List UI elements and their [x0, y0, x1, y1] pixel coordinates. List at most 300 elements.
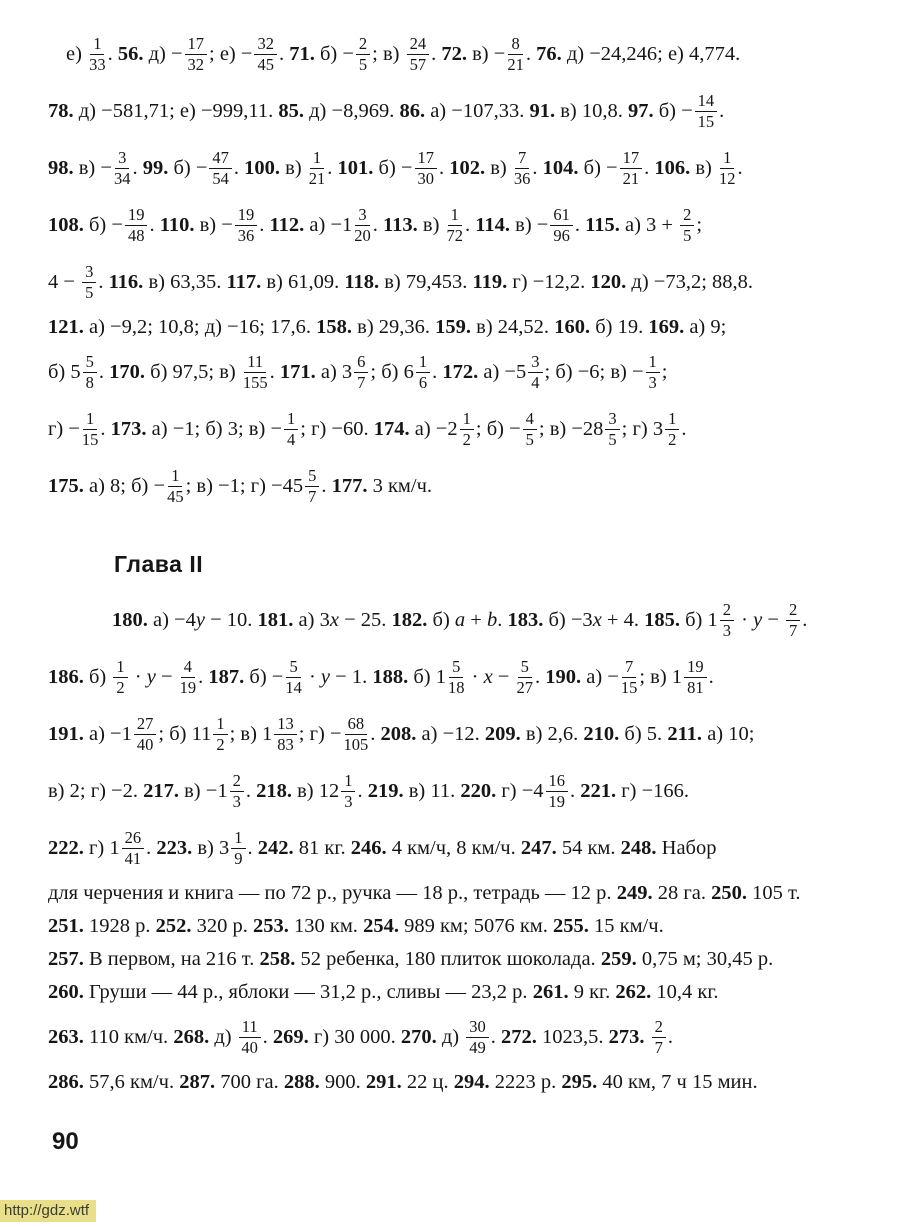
fraction: $\frac{1}{4}$ — [284, 410, 298, 449]
answer-text: ; в) — [372, 43, 405, 65]
answer-text: y — [320, 666, 331, 688]
answer-text: . — [278, 43, 290, 65]
fraction: $\frac{5}{27}$ — [516, 657, 533, 697]
fraction: $\frac{1}{3}$ — [341, 772, 355, 811]
problem-number: 208. — [380, 723, 417, 745]
answer-text: . — [107, 43, 118, 65]
fraction: $\frac{13}{83}$ — [274, 715, 297, 754]
answer-text: ; г) −60. — [300, 418, 374, 440]
answer-text: б) − — [653, 100, 693, 122]
fraction: $\frac{1}{12}$ — [718, 148, 736, 188]
problem-number: 263. — [48, 1026, 84, 1048]
problem-number: 250. — [711, 882, 747, 904]
answer-text: . — [262, 1026, 273, 1048]
fraction: $\frac{30}{49}$ — [466, 1018, 489, 1057]
answer-text: в) — [417, 214, 445, 236]
answer-line — [48, 877, 886, 910]
answer-line — [48, 197, 886, 254]
answer-text: б) − — [168, 157, 208, 179]
answer-text: для черчения и книга — по 72 р., ручка — 18 р., тетрадь — 12 р. — [48, 882, 617, 904]
answer-lines — [48, 26, 886, 515]
answer-text: 22 ц. — [401, 1071, 454, 1093]
problem-number: 171. — [279, 361, 316, 383]
page-number: 90 — [52, 1128, 79, 1155]
fraction: $\frac{4}{19}$ — [179, 657, 197, 697]
answer-text: . — [100, 418, 111, 440]
answer-text: д) — [209, 1026, 237, 1048]
fraction: $\frac{6}{7}$ — [354, 353, 368, 392]
problem-number: 248. — [620, 837, 657, 859]
fraction: $\frac{11}{40}$ — [239, 1018, 261, 1057]
fraction: $\frac{14}{15}$ — [695, 92, 718, 131]
problem-number: 159. — [435, 316, 472, 338]
answer-text: . — [269, 361, 280, 383]
answer-text: . — [667, 1026, 673, 1048]
fraction: $\frac{5}{14}$ — [285, 657, 302, 697]
answer-text: 15 км/ч. — [588, 915, 664, 937]
problem-number: 185. — [644, 609, 680, 631]
answer-text: 2223 р. — [489, 1071, 562, 1093]
fraction: $\frac{32}{45}$ — [254, 35, 277, 74]
answer-text: б) 5 — [48, 361, 81, 383]
fraction: $\frac{7}{15}$ — [620, 657, 638, 697]
problem-number: 180. — [112, 609, 148, 631]
answer-text: а) 8; б) − — [83, 475, 166, 497]
answer-text: ; в) 1 — [639, 666, 683, 688]
answer-text: 1928 р. — [83, 915, 156, 937]
answer-text: в) 12 — [291, 780, 340, 802]
fraction: $\frac{1}{2}$ — [113, 658, 127, 697]
answer-text: в) 3 — [192, 837, 230, 859]
problem-number: 112. — [269, 214, 305, 236]
answer-text: б) 5. — [619, 723, 668, 745]
answer-text: − — [762, 609, 784, 631]
fraction: $\frac{5}{7}$ — [305, 467, 319, 506]
answer-line — [48, 140, 886, 197]
fraction: $\frac{1}{6}$ — [416, 353, 430, 392]
fraction: $\frac{7}{36}$ — [513, 148, 531, 188]
answer-text: б) − — [578, 157, 618, 179]
answer-text: д) — [436, 1026, 465, 1048]
problem-number: 99. — [142, 157, 169, 179]
answer-text: д) −73,2; 88,8. — [626, 271, 754, 293]
answer-text: 9 кг. — [568, 981, 616, 1003]
problem-number: 115. — [585, 214, 620, 236]
answer-text: x — [329, 609, 339, 631]
answer-text: ; е) − — [209, 43, 253, 65]
answer-text: б) 19. — [590, 316, 649, 338]
problem-number: 110. — [159, 214, 195, 236]
problem-number: 242. — [257, 837, 294, 859]
fraction: $\frac{5}{18}$ — [447, 657, 465, 697]
answer-text: г) − — [48, 418, 80, 440]
problem-number: 100. — [244, 157, 281, 179]
answer-text: y — [195, 609, 205, 631]
problem-number: 106. — [654, 157, 691, 179]
answer-text: ; в) −1; г) −45 — [185, 475, 304, 497]
answer-text: г) −12,2. — [507, 271, 591, 293]
answer-text: . — [198, 666, 209, 688]
fraction: $\frac{2}{5}$ — [356, 35, 370, 74]
answer-line — [48, 592, 886, 649]
problem-number: 247. — [520, 837, 557, 859]
answer-text: . — [574, 214, 586, 236]
answer-line — [48, 763, 886, 820]
answer-text: · — [129, 666, 147, 688]
answer-text: а) −4 — [147, 609, 196, 631]
answer-text: + — [465, 609, 487, 631]
answer-text: . — [534, 666, 546, 688]
answer-text: в) — [280, 157, 307, 179]
answer-line — [48, 1066, 886, 1099]
problem-number: 252. — [155, 915, 192, 937]
answer-text: ; б) 6 — [370, 361, 414, 383]
answer-text: В первом, на 216 т. — [83, 948, 260, 970]
fraction: $\frac{1}{3}$ — [646, 353, 660, 392]
answer-text: г) 30 000. — [308, 1026, 401, 1048]
answer-text: . — [149, 214, 160, 236]
fraction: $\frac{2}{3}$ — [720, 601, 734, 640]
answer-text: а) −1 — [83, 723, 132, 745]
answer-text: а) −12. — [416, 723, 485, 745]
fraction: $\frac{17}{21}$ — [620, 149, 643, 188]
answer-text: ; б) −6; в) − — [544, 361, 644, 383]
answer-text: 3 км/ч. — [367, 475, 433, 497]
answer-text: . — [245, 780, 257, 802]
answer-text: . — [439, 157, 450, 179]
answer-text: ; г) 3 — [621, 418, 664, 440]
fraction: $\frac{1}{45}$ — [167, 466, 184, 506]
answer-text: x — [592, 609, 602, 631]
fraction: $\frac{1}{72}$ — [446, 205, 464, 245]
answer-text: y — [146, 666, 156, 688]
answer-text: б) 97,5; в) — [145, 361, 241, 383]
answer-text: д) −581,71; е) −999,11. — [73, 100, 279, 122]
answer-text: в) − — [466, 43, 506, 65]
fraction: $\frac{68}{105}$ — [343, 714, 369, 754]
problem-number: 260. — [48, 981, 84, 1003]
answer-text: + 4. — [601, 609, 645, 631]
fraction: $\frac{19}{36}$ — [235, 206, 258, 245]
fraction: $\frac{5}{8}$ — [83, 353, 97, 392]
answer-text: 10,4 кг. — [651, 981, 719, 1003]
answer-text: . — [431, 43, 442, 65]
answer-text: г) −4 — [496, 780, 544, 802]
problem-number: 113. — [383, 214, 418, 236]
answer-text: − — [155, 666, 178, 688]
problem-number: 182. — [391, 609, 428, 631]
problem-number: 255. — [553, 915, 589, 937]
problem-number: 85. — [278, 100, 304, 122]
problem-number: 221. — [580, 780, 617, 802]
problem-number: 257. — [48, 948, 84, 970]
answer-text: y — [753, 609, 763, 631]
answer-text: · — [303, 666, 321, 688]
answer-text: 54 км. — [556, 837, 621, 859]
answer-text: в) 10,8. — [555, 100, 628, 122]
answer-text: а) −1 — [304, 214, 353, 236]
problem-number: 101. — [337, 157, 374, 179]
answer-text: 1023,5. — [536, 1026, 609, 1048]
fraction: $\frac{3}{20}$ — [354, 205, 371, 245]
answer-text: 320 р. — [191, 915, 253, 937]
problem-number: 270. — [400, 1026, 437, 1048]
problem-number: 268. — [173, 1026, 210, 1048]
problem-number: 211. — [667, 723, 703, 745]
answer-text: д) −24,246; е) 4,774. — [561, 43, 741, 65]
problem-number: 173. — [110, 418, 147, 440]
problem-number: 186. — [48, 666, 84, 688]
answer-text: в) 61,09. — [261, 271, 345, 293]
problem-number: 272. — [500, 1026, 537, 1048]
problem-number: 98. — [48, 157, 74, 179]
answer-text: . — [490, 1026, 501, 1048]
answer-text: . — [719, 100, 725, 122]
fraction: $\frac{2}{3}$ — [230, 772, 244, 811]
answer-line — [48, 458, 886, 515]
answer-line — [48, 943, 886, 976]
problem-number: 218. — [256, 780, 292, 802]
problem-number: 223. — [156, 837, 193, 859]
answer-text: б) − — [373, 157, 413, 179]
answer-text: . — [132, 157, 143, 179]
problem-number: 262. — [615, 981, 652, 1003]
answer-text: б) 1 — [408, 666, 446, 688]
fraction: $\frac{2}{7}$ — [652, 1018, 666, 1057]
answer-text: в) −1 — [179, 780, 228, 802]
answer-line — [48, 83, 886, 140]
problem-number: 78. — [48, 100, 74, 122]
problem-number: 76. — [536, 43, 562, 65]
answer-text: a — [454, 609, 466, 631]
answer-text: 28 га. — [652, 882, 712, 904]
answer-text: д) − — [143, 43, 183, 65]
answer-text: 700 га. — [215, 1071, 284, 1093]
answer-line — [48, 401, 886, 458]
problem-number: 174. — [373, 418, 410, 440]
answer-text: · — [466, 666, 484, 688]
answer-text: ; — [696, 214, 703, 236]
answer-text: в) — [690, 157, 717, 179]
fraction: $\frac{3}{4}$ — [528, 353, 542, 392]
answer-line — [48, 820, 886, 877]
problem-number: 114. — [475, 214, 511, 236]
problem-number: 246. — [350, 837, 387, 859]
answer-text: 52 ребенка, 180 плиток шоколада. — [295, 948, 601, 970]
chapter-2-answers — [48, 551, 886, 1099]
answer-text: б) − — [83, 214, 123, 236]
answer-text: . — [497, 609, 508, 631]
answer-text: 130 км. — [288, 915, 364, 937]
fraction: $\frac{47}{54}$ — [209, 149, 232, 188]
problem-number: 160. — [554, 316, 591, 338]
fraction: $\frac{3}{34}$ — [113, 148, 131, 188]
problem-number: 158. — [316, 316, 353, 338]
problem-number: 209. — [484, 723, 521, 745]
answer-text: . — [432, 361, 443, 383]
fraction: $\frac{1}{33}$ — [89, 34, 106, 74]
answer-text: б) − — [314, 43, 354, 65]
answer-text: а) 3 + — [619, 214, 679, 236]
answer-text: в) 2,6. — [520, 723, 584, 745]
answer-text: в) 11. — [403, 780, 461, 802]
fraction: $\frac{1}{2}$ — [460, 410, 474, 449]
answer-text: . — [525, 43, 537, 65]
answer-text: . — [98, 271, 109, 293]
answer-text: Набор — [656, 837, 717, 859]
problem-number: 249. — [616, 882, 653, 904]
answer-text: в) 63,35. — [143, 271, 227, 293]
chapter-heading: Глава II — [114, 551, 204, 577]
problem-number: 287. — [179, 1071, 216, 1093]
answer-text: . — [372, 214, 384, 236]
problem-number: 56. — [117, 43, 144, 65]
fraction: $\frac{17}{30}$ — [415, 149, 438, 188]
answer-text: − 25. — [338, 609, 392, 631]
answer-text: б) — [427, 609, 455, 631]
chapter-1-answers-continued — [48, 26, 886, 515]
answer-lines — [48, 592, 886, 1099]
answer-text: . — [321, 475, 332, 497]
problem-number: 71. — [289, 43, 315, 65]
answer-text: . — [708, 666, 714, 688]
problem-number: 220. — [460, 780, 497, 802]
answer-text: . — [532, 157, 543, 179]
answer-line — [48, 344, 886, 401]
answer-text: 57,6 км/ч. — [83, 1071, 180, 1093]
answer-text: . — [233, 157, 245, 179]
answer-text: x — [483, 666, 493, 688]
answer-line — [48, 706, 886, 763]
problem-number: 86. — [399, 100, 426, 122]
problem-number: 117. — [226, 271, 262, 293]
problem-number: 183. — [507, 609, 544, 631]
problem-number: 217. — [143, 780, 179, 802]
fraction: $\frac{3}{5}$ — [82, 263, 96, 302]
answer-text: а) −9,2; 10,8; д) −16; 17,6. — [83, 316, 317, 338]
answer-text: . — [98, 361, 110, 383]
answer-text: а) − — [581, 666, 619, 688]
answer-text: 4 − — [48, 271, 81, 293]
answer-text: б) −3 — [543, 609, 593, 631]
answer-text: в) 2; г) −2. — [48, 780, 144, 802]
fraction: $\frac{19}{48}$ — [125, 206, 148, 245]
answer-text: в) − — [73, 157, 112, 179]
problem-number: 251. — [48, 915, 84, 937]
answer-text: в) 24,52. — [471, 316, 555, 338]
answer-text: а) −107,33. — [425, 100, 530, 122]
answer-text: в) 79,453. — [379, 271, 473, 293]
problem-number: 120. — [590, 271, 627, 293]
answer-text: а) −2 — [409, 418, 458, 440]
fraction: $\frac{27}{40}$ — [134, 715, 157, 754]
answer-text: . — [259, 214, 270, 236]
problem-number: 116. — [108, 271, 144, 293]
answer-text: ; — [661, 361, 668, 383]
answer-text: ; б) 11 — [158, 723, 212, 745]
fraction: $\frac{4}{5}$ — [523, 410, 537, 449]
answer-text: − — [492, 666, 515, 688]
problem-number: 291. — [365, 1071, 402, 1093]
answer-text: 989 км; 5076 км. — [398, 915, 553, 937]
problem-number: 118. — [344, 271, 380, 293]
problem-number: 253. — [253, 915, 289, 937]
problem-number: 259. — [600, 948, 637, 970]
fraction: $\frac{11}{155}$ — [242, 352, 268, 392]
answer-text: а) −5 — [478, 361, 527, 383]
problem-number: 187. — [208, 666, 245, 688]
problem-number: 190. — [545, 666, 582, 688]
fraction: $\frac{2}{5}$ — [680, 206, 694, 245]
answer-line — [48, 311, 886, 344]
problem-number: 219. — [367, 780, 404, 802]
problem-number: 72. — [441, 43, 467, 65]
answer-text: б) — [83, 666, 112, 688]
answer-text: а) 3 — [315, 361, 353, 383]
problem-number: 119. — [472, 271, 508, 293]
answer-text: . — [644, 157, 655, 179]
problem-number: 97. — [627, 100, 654, 122]
problem-number: 177. — [331, 475, 368, 497]
problem-number: 269. — [272, 1026, 309, 1048]
answer-line — [48, 1009, 886, 1066]
problem-number: 254. — [363, 915, 399, 937]
answer-line — [48, 910, 886, 943]
answer-line — [48, 254, 886, 311]
answer-text: г) −166. — [616, 780, 690, 802]
fraction: $\frac{61}{96}$ — [550, 206, 573, 245]
fraction: $\frac{3}{5}$ — [605, 410, 619, 449]
answer-text: 4 км/ч, 8 км/ч. — [386, 837, 521, 859]
watermark-link[interactable]: http://gdz.wtf — [0, 1200, 96, 1222]
problem-number: 288. — [283, 1071, 320, 1093]
answer-text: в) 29,36. — [352, 316, 436, 338]
problem-number: 261. — [532, 981, 569, 1003]
fraction: $\frac{19}{81}$ — [684, 658, 707, 697]
answer-text: Груши — 44 р., яблоки — 31,2 р., сливы — 23,2 р. — [83, 981, 533, 1003]
answer-text: 81 кг. — [293, 837, 351, 859]
answer-text: б) 1 — [679, 609, 718, 631]
fraction: $\frac{1}{2}$ — [665, 410, 679, 449]
answer-text: г) 1 — [83, 837, 120, 859]
fraction: $\frac{1}{21}$ — [308, 148, 326, 188]
problem-number: 170. — [109, 361, 146, 383]
problem-number: 222. — [48, 837, 84, 859]
answer-text — [644, 1026, 649, 1049]
answer-text: в) − — [510, 214, 549, 236]
problem-number: 258. — [259, 948, 296, 970]
fraction: $\frac{26}{41}$ — [122, 829, 145, 868]
answer-line — [48, 649, 886, 706]
answer-text: е) — [66, 43, 88, 65]
problem-number: 286. — [48, 1071, 84, 1093]
problem-number: 91. — [529, 100, 556, 122]
answer-text: в) − — [194, 214, 233, 236]
answer-text: . — [570, 780, 581, 802]
answer-text: а) 10; — [702, 723, 755, 745]
answer-text: · — [736, 609, 754, 631]
fraction: $\frac{2}{7}$ — [786, 601, 800, 640]
problem-number: 175. — [48, 475, 84, 497]
answer-text: ; в) −28 — [538, 418, 604, 440]
fraction: $\frac{16}{19}$ — [546, 772, 569, 811]
answer-text: 900. — [319, 1071, 366, 1093]
answer-text: а) 9; — [684, 316, 727, 338]
problem-number: 121. — [48, 316, 84, 338]
answer-text: . — [465, 214, 476, 236]
answer-text: . — [737, 157, 743, 179]
answer-text: . — [146, 837, 157, 859]
